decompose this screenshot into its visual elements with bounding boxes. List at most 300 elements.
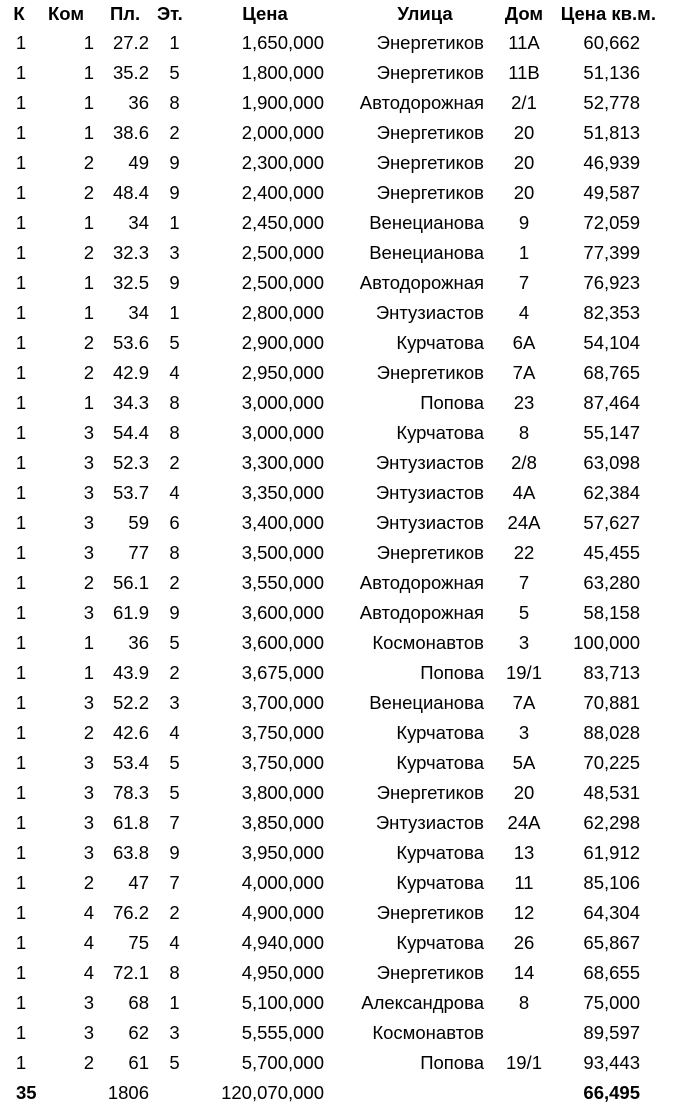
- cell-k: 1: [15, 692, 27, 713]
- cell-house: 8: [518, 422, 530, 443]
- cell-area: 54.4: [112, 422, 149, 443]
- cell-house: 24А: [507, 812, 541, 833]
- cell-price-per-m2: 51,813: [583, 122, 640, 143]
- table-row: [0, 778, 680, 808]
- cell-area: 61.9: [112, 602, 149, 623]
- cell-k: 1: [15, 122, 27, 143]
- cell-k: 1: [15, 302, 27, 323]
- cell-kom: 2: [83, 362, 94, 383]
- cell-area: 42.9: [112, 362, 149, 383]
- table-row: [0, 58, 680, 88]
- header-pl: Пл.: [110, 3, 141, 24]
- cell-price: 4,940,000: [241, 932, 324, 953]
- cell-house: 3: [518, 722, 530, 743]
- cell-price: 2,950,000: [241, 362, 324, 383]
- cell-k: 1: [15, 512, 27, 533]
- cell-price-per-m2: 70,225: [583, 752, 640, 773]
- total-house-empty: [490, 1078, 558, 1108]
- cell-price-per-m2: 52,778: [583, 92, 640, 113]
- cell-kom: 2: [83, 1052, 94, 1073]
- cell-area: 61: [128, 1052, 149, 1073]
- cell-k: 1: [15, 212, 27, 233]
- cell-floor: 8: [169, 92, 180, 113]
- table-row: [0, 748, 680, 778]
- cell-k: 1: [15, 422, 27, 443]
- table-row: [0, 148, 680, 178]
- cell-area: 56.1: [112, 572, 149, 593]
- cell-price: 3,000,000: [241, 422, 324, 443]
- cell-k: 1: [15, 92, 27, 113]
- total-price: 120,070,000: [221, 1082, 324, 1103]
- cell-kom: 3: [83, 542, 94, 563]
- cell-price-per-m2: 100,000: [573, 632, 640, 653]
- cell-floor: 4: [169, 722, 180, 743]
- cell-area: 75: [128, 932, 149, 953]
- cell-house: 7: [518, 272, 530, 293]
- cell-kom: 2: [83, 242, 94, 263]
- cell-house: 5: [518, 602, 530, 623]
- cell-price: 2,900,000: [241, 332, 324, 353]
- cell-price: 2,450,000: [241, 212, 324, 233]
- cell-kom: 3: [83, 512, 94, 533]
- cell-area: 59: [128, 512, 149, 533]
- cell-floor: 1: [169, 212, 180, 233]
- cell-floor: 1: [169, 302, 180, 323]
- cell-floor: 2: [169, 452, 180, 473]
- total-et-empty: [155, 1078, 200, 1108]
- cell-area: 36: [128, 632, 149, 653]
- cell-area: 36: [128, 92, 149, 113]
- cell-street: Космонавтов: [372, 1022, 484, 1043]
- cell-price-per-m2: 64,304: [583, 902, 640, 923]
- cell-floor: 9: [169, 602, 180, 623]
- cell-street: Энергетиков: [376, 362, 484, 383]
- cell-street: Курчатова: [396, 332, 484, 353]
- cell-floor: 8: [169, 962, 180, 983]
- cell-house: 20: [513, 782, 535, 803]
- cell-price: 2,400,000: [241, 182, 324, 203]
- cell-k: 1: [15, 542, 27, 563]
- cell-price-per-m2: 62,298: [583, 812, 640, 833]
- cell-floor: 2: [169, 662, 180, 683]
- cell-floor: 4: [169, 482, 180, 503]
- total-area: 1806: [107, 1082, 149, 1103]
- cell-area: 34.3: [112, 392, 149, 413]
- cell-house: 8: [518, 992, 530, 1013]
- cell-floor: 7: [169, 872, 180, 893]
- header-k: К: [13, 3, 25, 24]
- cell-area: 32.3: [112, 242, 149, 263]
- cell-area: 53.6: [112, 332, 149, 353]
- cell-k: 1: [15, 242, 27, 263]
- header-house: Дом: [504, 3, 544, 24]
- cell-kom: 2: [83, 152, 94, 173]
- cell-price-per-m2: 58,158: [583, 602, 640, 623]
- cell-price-per-m2: 45,455: [583, 542, 640, 563]
- cell-kom: 1: [83, 32, 94, 53]
- cell-kom: 4: [83, 932, 94, 953]
- cell-kom: 4: [83, 962, 94, 983]
- cell-floor: 4: [169, 932, 180, 953]
- cell-price: 5,700,000: [241, 1052, 324, 1073]
- cell-k: 1: [15, 182, 27, 203]
- cell-street: Автодорожная: [359, 92, 484, 113]
- cell-house: 19/1: [505, 662, 542, 683]
- cell-area: 43.9: [112, 662, 149, 683]
- cell-street: Курчатова: [396, 932, 484, 953]
- cell-k: 1: [15, 1022, 27, 1043]
- cell-floor: 5: [169, 632, 180, 653]
- cell-house: 11: [514, 872, 534, 893]
- cell-street: Венецианова: [369, 692, 484, 713]
- table-row: [0, 118, 680, 148]
- table-row: [0, 658, 680, 688]
- table-row: [0, 1048, 680, 1078]
- cell-house: 13: [513, 842, 535, 863]
- cell-price: 4,000,000: [241, 872, 324, 893]
- cell-kom: 2: [83, 722, 94, 743]
- cell-k: 1: [15, 332, 27, 353]
- cell-area: 68: [128, 992, 149, 1013]
- cell-kom: 1: [83, 272, 94, 293]
- cell-price: 1,800,000: [241, 62, 324, 83]
- cell-k: 1: [15, 1052, 27, 1073]
- cell-street: Энергетиков: [376, 782, 484, 803]
- cell-price-per-m2: 63,280: [583, 572, 640, 593]
- total-price-per-m2: 66,495: [583, 1082, 640, 1103]
- cell-price-per-m2: 82,353: [583, 302, 640, 323]
- cell-price-per-m2: 76,923: [583, 272, 640, 293]
- cell-kom: 2: [83, 332, 94, 353]
- cell-price: 3,500,000: [241, 542, 324, 563]
- table-row: [0, 88, 680, 118]
- cell-price-per-m2: 87,464: [583, 392, 640, 413]
- cell-street: Автодорожная: [359, 272, 484, 293]
- cell-street: Попова: [420, 392, 484, 413]
- cell-price-per-m2: 60,662: [583, 32, 640, 53]
- cell-floor: 1: [169, 32, 180, 53]
- cell-k: 1: [15, 752, 27, 773]
- table-row: [0, 388, 680, 418]
- cell-street: Александрова: [361, 992, 484, 1013]
- cell-floor: 1: [169, 992, 180, 1013]
- cell-price-per-m2: 89,597: [583, 1022, 640, 1043]
- table-row: [0, 508, 680, 538]
- cell-street: Курчатова: [396, 722, 484, 743]
- cell-area: 27.2: [112, 32, 149, 53]
- table-row: [0, 1018, 680, 1048]
- cell-kom: 3: [83, 812, 94, 833]
- header-price-per-m2: Цена кв.м.: [560, 3, 656, 24]
- table-row: [0, 418, 680, 448]
- table-row: [0, 628, 680, 658]
- cell-price: 2,800,000: [241, 302, 324, 323]
- cell-floor: 9: [169, 842, 180, 863]
- cell-area: 72.1: [112, 962, 149, 983]
- cell-street: Попова: [420, 662, 484, 683]
- cell-price: 2,500,000: [241, 242, 324, 263]
- cell-floor: 5: [169, 62, 180, 83]
- cell-house: 9: [518, 212, 530, 233]
- cell-price-per-m2: 54,104: [583, 332, 640, 353]
- cell-kom: 3: [83, 422, 94, 443]
- cell-street: Энтузиастов: [375, 482, 484, 503]
- cell-price-per-m2: 51,136: [583, 62, 640, 83]
- cell-house: 24А: [507, 512, 541, 533]
- cell-k: 1: [15, 722, 27, 743]
- cell-floor: 6: [169, 512, 180, 533]
- cell-floor: 2: [169, 122, 180, 143]
- table-row: [0, 688, 680, 718]
- cell-area: 49: [128, 152, 149, 173]
- cell-price: 5,100,000: [241, 992, 324, 1013]
- table-row: [0, 718, 680, 748]
- header-price: Цена: [242, 3, 288, 24]
- cell-area: 78.3: [112, 782, 149, 803]
- cell-price: 3,675,000: [241, 662, 324, 683]
- cell-price: 3,400,000: [241, 512, 324, 533]
- cell-price-per-m2: 68,655: [583, 962, 640, 983]
- cell-house: 1: [518, 242, 530, 263]
- cell-k: 1: [15, 62, 27, 83]
- cell-house: 2/1: [511, 92, 537, 113]
- cell-house: 23: [513, 392, 535, 413]
- cell-kom: 4: [83, 902, 94, 923]
- cell-price: 2,000,000: [241, 122, 324, 143]
- cell-price-per-m2: 75,000: [583, 992, 640, 1013]
- cell-price-per-m2: 48,531: [583, 782, 640, 803]
- cell-k: 1: [15, 32, 27, 53]
- cell-price: 3,000,000: [241, 392, 324, 413]
- cell-house: [490, 1018, 558, 1048]
- cell-kom: 3: [83, 992, 94, 1013]
- cell-floor: 9: [169, 272, 180, 293]
- cell-street: Энергетиков: [376, 152, 484, 173]
- table-row: [0, 838, 680, 868]
- cell-floor: 5: [169, 752, 180, 773]
- cell-area: 42.6: [112, 722, 149, 743]
- cell-street: Энтузиастов: [375, 512, 484, 533]
- cell-kom: 3: [83, 842, 94, 863]
- cell-price: 3,550,000: [241, 572, 324, 593]
- cell-house: 2/8: [511, 452, 537, 473]
- cell-price: 3,850,000: [241, 812, 324, 833]
- table-row: [0, 928, 680, 958]
- cell-area: 53.7: [112, 482, 149, 503]
- cell-street: Космонавтов: [372, 632, 484, 653]
- cell-price-per-m2: 61,912: [583, 842, 640, 863]
- cell-street: Энтузиастов: [375, 452, 484, 473]
- cell-street: Энтузиастов: [375, 302, 484, 323]
- table-row: [0, 598, 680, 628]
- table-row: [0, 178, 680, 208]
- cell-floor: 4: [169, 362, 180, 383]
- cell-area: 76.2: [112, 902, 149, 923]
- cell-floor: 9: [169, 182, 180, 203]
- cell-kom: 1: [83, 662, 94, 683]
- cell-street: Энергетиков: [376, 122, 484, 143]
- cell-price: 3,800,000: [241, 782, 324, 803]
- cell-floor: 5: [169, 332, 180, 353]
- cell-kom: 3: [83, 782, 94, 803]
- cell-k: 1: [15, 452, 27, 473]
- cell-k: 1: [15, 812, 27, 833]
- table-row: [0, 988, 680, 1018]
- cell-area: 35.2: [112, 62, 149, 83]
- cell-kom: 1: [83, 632, 94, 653]
- cell-house: 7: [518, 572, 530, 593]
- cell-price: 3,600,000: [241, 602, 324, 623]
- cell-kom: 1: [83, 92, 94, 113]
- cell-price: 3,600,000: [241, 632, 324, 653]
- cell-area: 63.8: [112, 842, 149, 863]
- cell-price: 3,700,000: [241, 692, 324, 713]
- cell-price: 3,950,000: [241, 842, 324, 863]
- cell-floor: 5: [169, 1052, 180, 1073]
- cell-k: 1: [15, 272, 27, 293]
- cell-floor: 8: [169, 392, 180, 413]
- cell-floor: 7: [169, 812, 180, 833]
- table-row: [0, 898, 680, 928]
- cell-k: 1: [15, 902, 27, 923]
- cell-street: Энергетиков: [376, 962, 484, 983]
- cell-house: 20: [513, 152, 535, 173]
- cell-k: 1: [15, 932, 27, 953]
- cell-kom: 2: [83, 872, 94, 893]
- cell-floor: 3: [169, 692, 180, 713]
- cell-price-per-m2: 93,443: [583, 1052, 640, 1073]
- cell-kom: 1: [83, 392, 94, 413]
- table-body: [0, 28, 680, 1078]
- cell-area: 48.4: [112, 182, 149, 203]
- cell-price-per-m2: 63,098: [583, 452, 640, 473]
- cell-street: Курчатова: [396, 842, 484, 863]
- table-row: [0, 238, 680, 268]
- cell-street: Энергетиков: [376, 182, 484, 203]
- cell-kom: 3: [83, 482, 94, 503]
- cell-kom: 2: [83, 182, 94, 203]
- table-row: [0, 358, 680, 388]
- cell-house: 7А: [512, 362, 536, 383]
- cell-kom: 3: [83, 602, 94, 623]
- cell-floor: 3: [169, 242, 180, 263]
- cell-k: 1: [15, 362, 27, 383]
- cell-k: 1: [15, 152, 27, 173]
- header-street: Улица: [397, 3, 453, 24]
- cell-k: 1: [15, 602, 27, 623]
- cell-street: Попова: [420, 1052, 484, 1073]
- header-row: [0, 0, 680, 28]
- cell-area: 38.6: [112, 122, 149, 143]
- cell-price-per-m2: 70,881: [583, 692, 640, 713]
- cell-price-per-m2: 62,384: [583, 482, 640, 503]
- cell-street: Автодорожная: [359, 602, 484, 623]
- cell-area: 32.5: [112, 272, 149, 293]
- cell-street: Энергетиков: [376, 32, 484, 53]
- cell-floor: 5: [169, 782, 180, 803]
- cell-floor: 8: [169, 422, 180, 443]
- cell-k: 1: [15, 842, 27, 863]
- cell-house: 20: [513, 182, 535, 203]
- cell-k: 1: [15, 782, 27, 803]
- table-row: [0, 958, 680, 988]
- cell-kom: 1: [83, 302, 94, 323]
- cell-area: 52.3: [112, 452, 149, 473]
- cell-house: 12: [513, 902, 535, 923]
- cell-price: 3,350,000: [241, 482, 324, 503]
- cell-street: Венецианова: [369, 212, 484, 233]
- cell-floor: 2: [169, 572, 180, 593]
- cell-street: Курчатова: [396, 752, 484, 773]
- cell-house: 4А: [512, 482, 536, 503]
- cell-house: 14: [513, 962, 535, 983]
- cell-house: 5А: [512, 752, 536, 773]
- cell-k: 1: [15, 992, 27, 1013]
- cell-floor: 2: [169, 902, 180, 923]
- cell-house: 6А: [512, 332, 536, 353]
- cell-price-per-m2: 85,106: [583, 872, 640, 893]
- cell-house: 22: [513, 542, 535, 563]
- cell-area: 34: [128, 302, 149, 323]
- cell-floor: 3: [169, 1022, 180, 1043]
- header-kom: Ком: [48, 3, 85, 24]
- cell-price-per-m2: 88,028: [583, 722, 640, 743]
- cell-k: 1: [15, 392, 27, 413]
- cell-street: Курчатова: [396, 422, 484, 443]
- cell-house: 3: [518, 632, 530, 653]
- cell-kom: 1: [83, 212, 94, 233]
- total-kom-empty: [46, 1078, 98, 1108]
- cell-k: 1: [15, 632, 27, 653]
- cell-k: 1: [15, 572, 27, 593]
- cell-house: 11В: [508, 62, 540, 83]
- cell-price: 4,900,000: [241, 902, 324, 923]
- cell-k: 1: [15, 962, 27, 983]
- cell-price: 3,750,000: [241, 752, 324, 773]
- total-street-empty: [330, 1078, 490, 1108]
- table-row: [0, 868, 680, 898]
- cell-k: 1: [15, 662, 27, 683]
- cell-price: 4,950,000: [241, 962, 324, 983]
- cell-house: 26: [513, 932, 535, 953]
- cell-price: 2,500,000: [241, 272, 324, 293]
- cell-kom: 1: [83, 62, 94, 83]
- cell-area: 61.8: [112, 812, 149, 833]
- cell-house: 7А: [512, 692, 536, 713]
- table-row: [0, 478, 680, 508]
- cell-kom: 2: [83, 572, 94, 593]
- table-row: [0, 28, 680, 58]
- table-row: [0, 808, 680, 838]
- cell-floor: 9: [169, 152, 180, 173]
- cell-street: Курчатова: [396, 872, 484, 893]
- cell-kom: 3: [83, 752, 94, 773]
- cell-kom: 3: [83, 452, 94, 473]
- cell-price-per-m2: 65,867: [583, 932, 640, 953]
- cell-area: 52.2: [112, 692, 149, 713]
- cell-area: 47: [128, 872, 149, 893]
- cell-price: 3,300,000: [241, 452, 324, 473]
- cell-k: 1: [15, 872, 27, 893]
- table-row: [0, 208, 680, 238]
- cell-street: Автодорожная: [359, 572, 484, 593]
- cell-area: 34: [128, 212, 149, 233]
- cell-kom: 3: [83, 692, 94, 713]
- cell-price-per-m2: 68,765: [583, 362, 640, 383]
- cell-price: 1,650,000: [241, 32, 324, 53]
- totals-row: [0, 1078, 680, 1108]
- cell-price-per-m2: 55,147: [583, 422, 640, 443]
